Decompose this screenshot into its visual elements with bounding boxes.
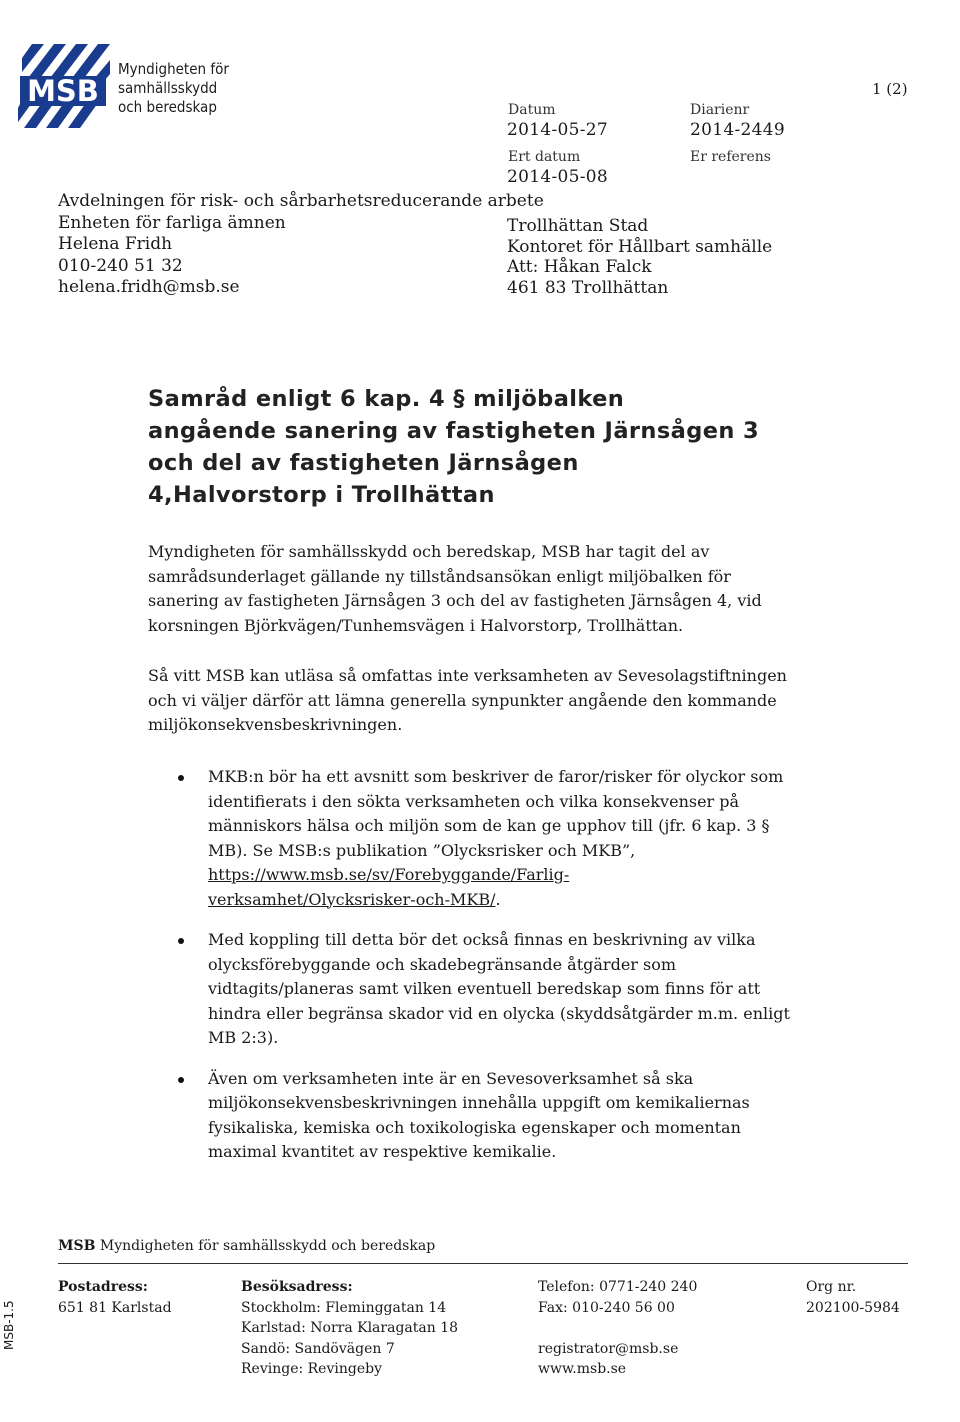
diarienr-value: 2014-2449 — [690, 120, 785, 140]
footer-web: www.msb.se — [538, 1361, 627, 1377]
ert-datum-label: Ert datum — [508, 149, 581, 165]
sender-phone: 010-240 51 32 — [58, 255, 183, 276]
publication-link-continued[interactable]: verksamhet/Olycksrisker-och-MKB/ — [208, 889, 496, 909]
sender-block — [58, 191, 544, 299]
footer-contact: Telefon: 0771-240 240 Fax: 010-240 56 00 registrator@msb.se www.msb.se — [538, 1277, 697, 1380]
msb-logo — [14, 42, 114, 130]
footer-orgnr: Org nr. 202100-5984 — [806, 1279, 900, 1316]
body-paragraph-1: Myndigheten för samhällsskydd och beredskap, MSB har tagit del av samrådsunderlaget gällande ny tillståndsansökan enligt miljöbalken för sanering av fastigheten Järnsågen 3 och del av fastigheten Järnsågen 4, vid korsningen Björkvägen/Tunhemsvägen i Halvorstorp, Trollhättan. — [148, 542, 762, 635]
bullet-dot-icon — [178, 1077, 184, 1083]
bullet-dot-icon — [178, 938, 184, 944]
body-paragraph-2: Så vitt MSB kan utläsa så omfattas inte verksamheten av Sevesolagstiftningen och vi väljer därför att lämna generella synpunkter angående den kommande miljökonsekvensbeskrivningen. — [148, 666, 787, 734]
logo-text: MSB — [27, 74, 99, 108]
footer-divider — [58, 1263, 908, 1264]
bullet-item-2: Med koppling till detta bör det också finnas en beskrivning av vilka olycksförebyggande och skadebegränsande åtgärder som vidtagits/planeras samt vilken eventuell beredskap som finns för att hindra eller begränsa skador vid en olycka (skyddsåtgärder m.m. enligt MB 2:3). — [178, 928, 778, 1051]
sender-name: Helena Fridh — [58, 234, 173, 254]
document-title: Samråd enligt 6 kap. 4 § miljöbalken angående sanering av fastigheten Järnsågen 3 och del av fastigheten Järnsågen 4,Halvorstorp i Trollhättan — [148, 386, 760, 508]
footer-postadress: Postadress: 651 81 Karlstad — [58, 1279, 172, 1316]
brand-name: Myndigheten för samhällsskydd och beredskap — [118, 60, 229, 116]
sender-unit: Enheten för farliga ämnen — [58, 212, 286, 233]
ert-datum-value: 2014-05-08 — [507, 167, 609, 187]
datum-value: 2014-05-27 — [507, 120, 609, 140]
page-number: 1 (2) — [872, 80, 908, 98]
diarienr-label: Diarienr — [690, 102, 750, 118]
bullet-list — [178, 765, 790, 1165]
bullet-dot-icon — [178, 775, 184, 781]
form-code: MSB-1.5 — [2, 1300, 16, 1350]
bullet-item-1: MKB:n bör ha ett avsnitt som beskriver de faror/risker för olyckor som identifierats i den sökta verksamheten och vilka konsekvenser på människors hälsa och miljön som de kan ge upphov till (jfr. 6 kap. 3 § MB). Se MSB:s publikation ”Olycksrisker och MKB”, https://www.msb.se/sv/Forebyggande/Farlig- verksamhet/Olycksrisker-och-MKB/. — [178, 765, 778, 912]
datum-label: Datum — [508, 102, 556, 118]
footer-email: registrator@msb.se — [538, 1340, 679, 1357]
sender-department: Avdelningen för risk- och sårbarhetsreducerande arbete — [58, 191, 544, 211]
sender-email: helena.fridh@msb.se — [58, 277, 240, 297]
footer-org: MSB Myndigheten för samhällsskydd och beredskap — [58, 1238, 436, 1254]
publication-link[interactable]: https://www.msb.se/sv/Forebyggande/Farlig- — [208, 865, 570, 884]
bullet-item-3: Även om verksamheten inte är en Sevesoverksamhet så ska miljökonsekvensbeskrivningen innehålla uppgift om kemikaliernas fysikaliska, kemiska och toxikologiska egenskaper och momentan maximal kvantitet av respektive kemikalie. — [178, 1067, 778, 1165]
er-referens-label: Er referens — [690, 149, 771, 165]
recipient-block: Trollhättan Stad Kontoret för Hållbart samhälle Att: Håkan Falck 461 83 Trollhättan — [507, 216, 773, 298]
footer-besoksadress: Besöksadress: Stockholm: Fleminggatan 14 Karlstad: Norra Klaragatan 18 Sandö: Sandövägen 7 Revinge: Revingeby — [241, 1279, 459, 1377]
